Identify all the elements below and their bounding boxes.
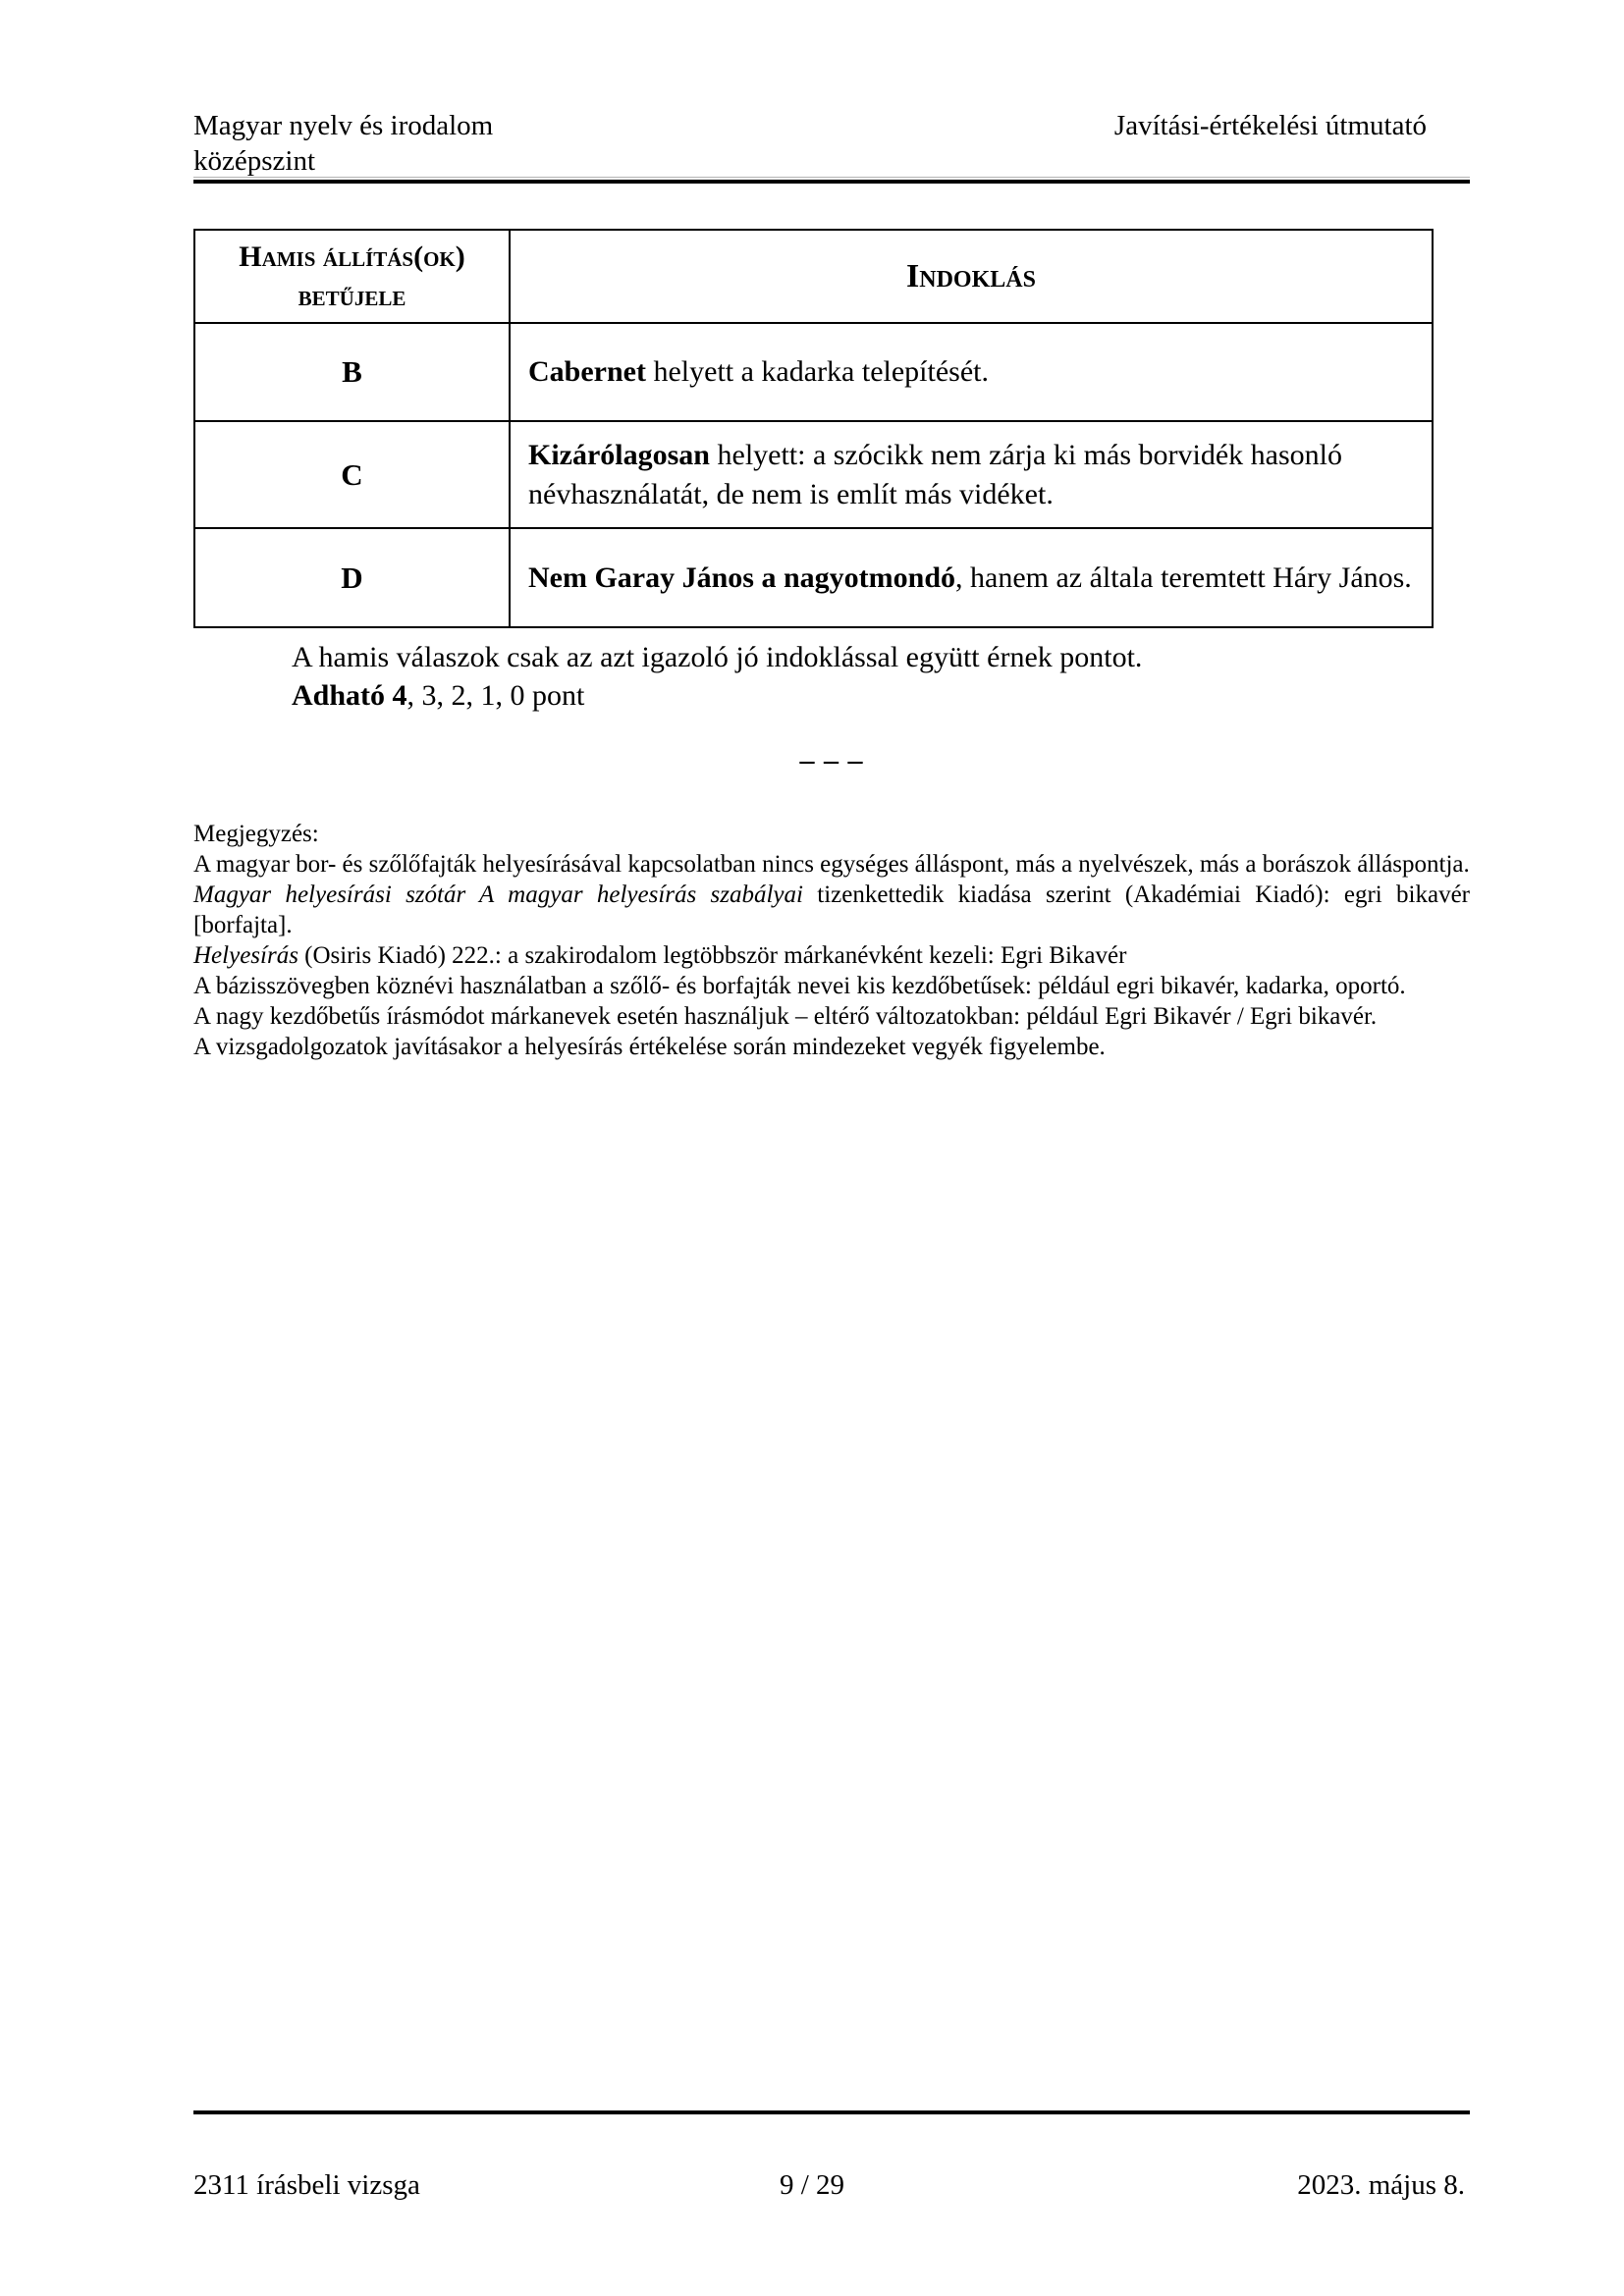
header-rule-thick-line <box>193 180 1470 184</box>
notes-section <box>193 819 1470 1062</box>
justification-rest-text: helyett a kadarka telepítését. <box>645 355 989 388</box>
header-rule <box>193 177 1470 184</box>
table-header-justification: Indoklás <box>510 230 1433 323</box>
statement-letter-cell: D <box>194 528 510 627</box>
footer-page-number: 9 / 29 <box>779 2169 845 2201</box>
scoring-note-line: A hamis válaszok csak az azt igazoló jó indoklással együtt érnek pontot. <box>292 641 1143 673</box>
statement-letter-cell: B <box>194 323 510 421</box>
footer-date: 2023. május 8. <box>1297 2169 1465 2201</box>
header-level: középszint <box>193 145 316 177</box>
justification-rest-text: , hanem az általa teremtett Háry János. <box>955 561 1412 594</box>
table-header-row <box>194 230 1433 323</box>
justification-rest-text: helyett: a szócikk nem zárja ki más borvidék hasonló névhasználatát, de nem is említ más vidéket. <box>528 438 1342 510</box>
table-row <box>194 528 1433 627</box>
answers-table <box>193 229 1434 628</box>
statement-letter-cell: C <box>194 421 510 528</box>
footer-rule <box>193 2110 1470 2114</box>
header-subject-block <box>193 108 493 179</box>
scoring-points-line <box>292 676 1470 715</box>
table-row <box>194 323 1433 421</box>
justification-bold-text: Kizárólagosan <box>528 438 710 471</box>
header-subject: Magyar nyelv és irodalom <box>193 110 494 141</box>
table-header-false-statement-line2: betűjele <box>298 279 406 312</box>
note-paragraph: A vizsgadolgozatok javításakor a helyesírás értékelése során mindezeket vegyék figyelembe. <box>193 1034 1106 1060</box>
note-rest-text: tizenkettedik kiadása szerint (Akadémiai Kiadó): egri bikavér [borfajta]. <box>193 881 1470 938</box>
note-italic-text: Helyesírás <box>193 942 298 969</box>
table-row <box>194 421 1433 528</box>
header-guide-title: Javítási-értékelési útmutató <box>1113 110 1427 141</box>
justification-bold-text: Nem Garay János a nagyotmondó <box>528 561 956 594</box>
justification-cell <box>510 421 1433 528</box>
scoring-points-bold: Adható 4 <box>292 679 407 712</box>
scoring-note <box>292 638 1470 715</box>
note-paragraph <box>193 880 1470 940</box>
page-header <box>193 108 1470 179</box>
footer-exam-code: 2311 írásbeli vizsga <box>193 2169 420 2201</box>
note-rest-text: (Osiris Kiadó) 222.: a szakirodalom legtöbbször márkanévként kezeli: Egri Bikavér <box>298 942 1127 969</box>
note-paragraph <box>193 940 1470 971</box>
note-paragraph: A bázisszövegben köznévi használatban a szőlő- és borfajták nevei kis kezdőbetűsek: például egri bikavér, kadarka, oportó. <box>193 973 1406 999</box>
justification-bold-text: Cabernet <box>528 355 646 388</box>
note-paragraph: A nagy kezdőbetűs írásmódot márkanevek esetén használjuk – eltérő változatokban: például Egri Bikavér / Egri bikavér. <box>193 1003 1378 1030</box>
table-header-false-statement-line1: Hamis állítás(ok) <box>239 240 465 273</box>
justification-cell <box>510 323 1433 421</box>
justification-cell <box>510 528 1433 627</box>
note-italic-text: Magyar helyesírási szótár A magyar helyesírás szabályai <box>193 881 803 908</box>
section-separator: – – – <box>799 744 864 776</box>
scoring-points-rest: , 3, 2, 1, 0 pont <box>406 679 585 712</box>
table-header-false-statement <box>194 230 510 323</box>
note-paragraph: A magyar bor- és szőlőfajták helyesírásával kapcsolatban nincs egységes álláspont, más a nyelvészek, más a borászok álláspontja. <box>193 851 1470 878</box>
notes-title: Megjegyzés: <box>193 821 319 847</box>
